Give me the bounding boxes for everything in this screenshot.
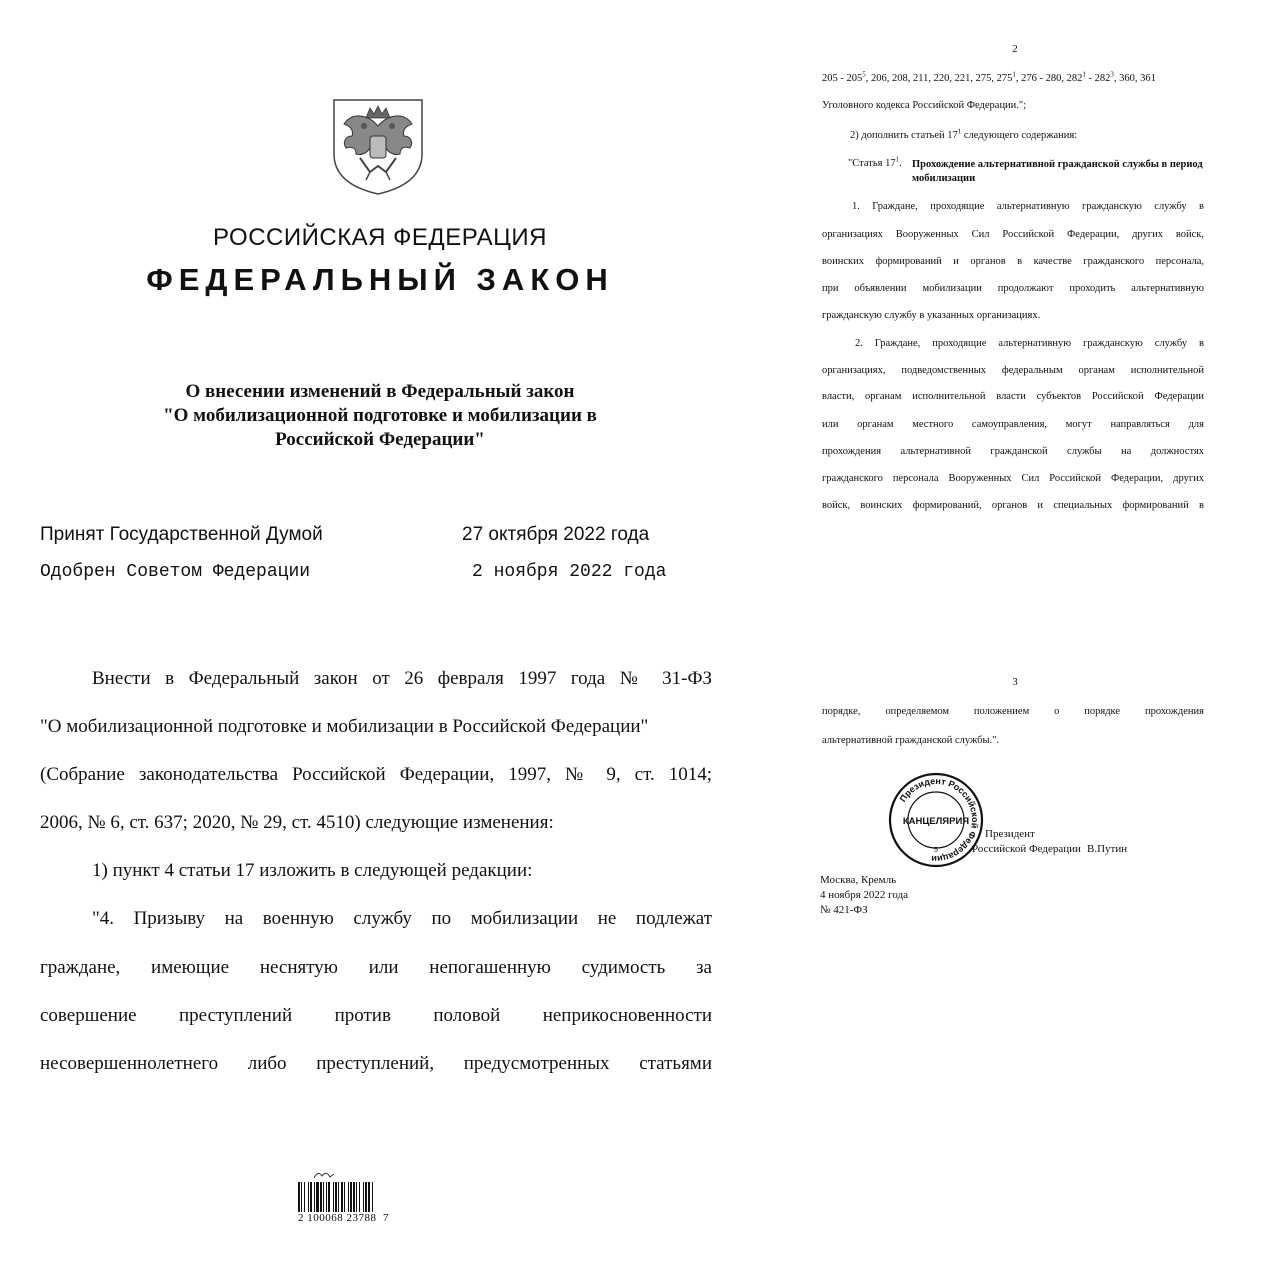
barcode-bar: [372, 1182, 373, 1212]
body-line: 1. Граждане, проходящие альтернативную гражданскую службу в: [852, 201, 1204, 212]
superscript: 3: [1110, 70, 1114, 79]
barcode-bar: [359, 1182, 360, 1212]
text-fragment: , 276 - 280, 282: [1015, 73, 1083, 84]
body-line: гражданскую службу в указанных организациях.: [822, 310, 1041, 321]
superscript: 1: [1082, 70, 1086, 79]
barcode-bar: [323, 1182, 324, 1212]
body-line: (Собрание законодательства Российской Федерации, 1997, № 9, ст. 1014;: [40, 764, 712, 785]
text-fragment: "Статья 17: [848, 158, 896, 169]
body-line: гражданского персонала Вооруженных Сил Российской Федерации, других: [822, 473, 1204, 484]
barcode-bar: [356, 1182, 357, 1212]
body-line: 2. Граждане, проходящие альтернативную гражданскую службу в: [855, 338, 1204, 349]
barcode-bar: [301, 1182, 302, 1212]
adopted-label: Принят Государственной Думой: [40, 524, 323, 545]
barcode-bars-icon: [298, 1182, 410, 1212]
text-fragment: 2) дополнить статьей 17: [850, 130, 958, 141]
president-name: В.Путин: [1087, 843, 1128, 855]
adopted-date: 27 октября 2022 года: [462, 524, 650, 545]
body-line: [822, 70, 1204, 84]
barcode-bar: [326, 1182, 327, 1212]
body-line: совершение преступлений против половой неприкосновенности: [40, 1005, 712, 1026]
law-title-line: Российской Федерации": [275, 429, 485, 450]
page-number: 3: [1012, 676, 1018, 688]
barcode-bar: [314, 1182, 315, 1212]
body-line: 2006, № 6, ст. 637; 2020, № 29, ст. 4510) следующие изменения:: [40, 812, 554, 833]
body-line: Внести в Федеральный закон от 26 февраля 1997 года № 31-ФЗ: [92, 668, 712, 689]
text-fragment: 205 - 205: [822, 73, 863, 84]
body-line: организациях Вооруженных Сил Российской Федерации, других войск,: [822, 229, 1204, 240]
superscript: 5: [862, 70, 866, 79]
text-fragment: - 282: [1085, 73, 1111, 84]
superscript: 1: [957, 127, 962, 136]
barcode-bar: [320, 1182, 322, 1212]
body-line: прохождения альтернативной гражданской службы на должностях: [822, 446, 1204, 457]
body-line: при объявлении мобилизации продолжают проходить альтернативную: [822, 283, 1204, 294]
barcode-bar: [363, 1182, 364, 1212]
signing-place: Москва, Кремль: [820, 874, 897, 886]
body-line: власти, органам исполнительной власти субъектов Российской Федерации: [822, 391, 1204, 402]
barcode-bar: [310, 1182, 312, 1212]
president-title: Российской Федерации: [972, 843, 1081, 855]
barcode-bar: [316, 1182, 319, 1212]
barcode-bar: [328, 1182, 330, 1212]
body-line: организациях, подведомственных федеральным органам исполнительной: [822, 365, 1204, 376]
country-heading: РОССИЙСКАЯ ФЕДЕРАЦИЯ: [213, 224, 547, 251]
barcode-bar: [304, 1182, 305, 1212]
barcode-bar: [333, 1182, 334, 1212]
barcode-bar: [308, 1182, 309, 1212]
barcode-logo-icon: [312, 1168, 420, 1182]
barcode-bar: [350, 1182, 352, 1212]
body-line: Уголовного кодекса Российской Федерации.";: [822, 100, 1027, 111]
body-line: граждане, имеющие неснятую или непогашенную судимость за: [40, 957, 712, 978]
law-title: [90, 380, 670, 452]
barcode: [298, 1168, 420, 1224]
seal-number: 5: [934, 847, 938, 854]
official-seal: [888, 772, 984, 868]
text-fragment: .: [899, 158, 902, 169]
barcode-bar: [338, 1182, 339, 1212]
body-line: "4. Призыву на военную службу по мобилизации не подлежат: [92, 908, 712, 929]
body-line: 1) пункт 4 статьи 17 изложить в следующей редакции:: [92, 860, 533, 881]
body-line: "О мобилизационной подготовке и мобилизации в Российской Федерации": [40, 716, 649, 737]
text-fragment: , 206, 208, 211, 220, 221, 275, 275: [865, 73, 1013, 84]
barcode-bar: [298, 1182, 300, 1212]
signing-date: 4 ноября 2022 года: [820, 889, 909, 901]
law-number: № 421-ФЗ: [820, 904, 868, 916]
superscript: 1: [895, 155, 900, 164]
coat-of-arms-icon: [330, 96, 426, 196]
body-line: войск, воинских формирований, органов и специальных формирований в: [822, 500, 1204, 511]
barcode-bar: [335, 1182, 337, 1212]
body-line: [850, 127, 1204, 141]
body-line: или органам местного самоуправления, могут направляться для: [822, 419, 1204, 430]
page-number: 2: [1012, 43, 1018, 55]
body-line: порядке, определяемом положением о порядке прохождения: [822, 706, 1204, 717]
body-line: альтернативной гражданской службы.".: [822, 735, 1000, 746]
text-fragment: следующего содержания:: [961, 130, 1078, 141]
barcode-bar: [353, 1182, 355, 1212]
barcode-bar: [368, 1182, 370, 1212]
law-title-line: "О мобилизационной подготовке и мобилизации в: [163, 405, 597, 426]
barcode-bar: [348, 1182, 349, 1212]
barcode-bar: [365, 1182, 367, 1212]
article-title: Прохождение альтернативной гражданской службы в период мобилизации: [912, 159, 1203, 184]
seal-center-text: КАНЦЕЛЯРИЯ: [902, 816, 970, 827]
body-line: воинских формирований и органов в качестве гражданского персонала,: [822, 256, 1204, 267]
barcode-bar: [344, 1182, 345, 1212]
president-title: Президент: [985, 828, 1035, 840]
barcode-bar: [341, 1182, 343, 1212]
article-number: [848, 155, 902, 169]
seal-ring-path: Президент Российской Федерации: [897, 775, 981, 865]
document-type-heading: ФЕДЕРАЛЬНЫЙ ЗАКОН: [146, 262, 614, 297]
barcode-number: 2 100068 23788 7: [298, 1212, 389, 1224]
law-title-line: О внесении изменений в Федеральный закон: [185, 381, 575, 402]
text-fragment: , 360, 361: [1113, 73, 1156, 84]
body-line: несовершеннолетнего либо преступлений, предусмотренных статьями: [40, 1053, 712, 1074]
approved-label: Одобрен Советом Федерации: [40, 562, 311, 582]
approved-date: 2 ноября 2022 года: [472, 562, 667, 582]
superscript: 1: [1012, 70, 1016, 79]
